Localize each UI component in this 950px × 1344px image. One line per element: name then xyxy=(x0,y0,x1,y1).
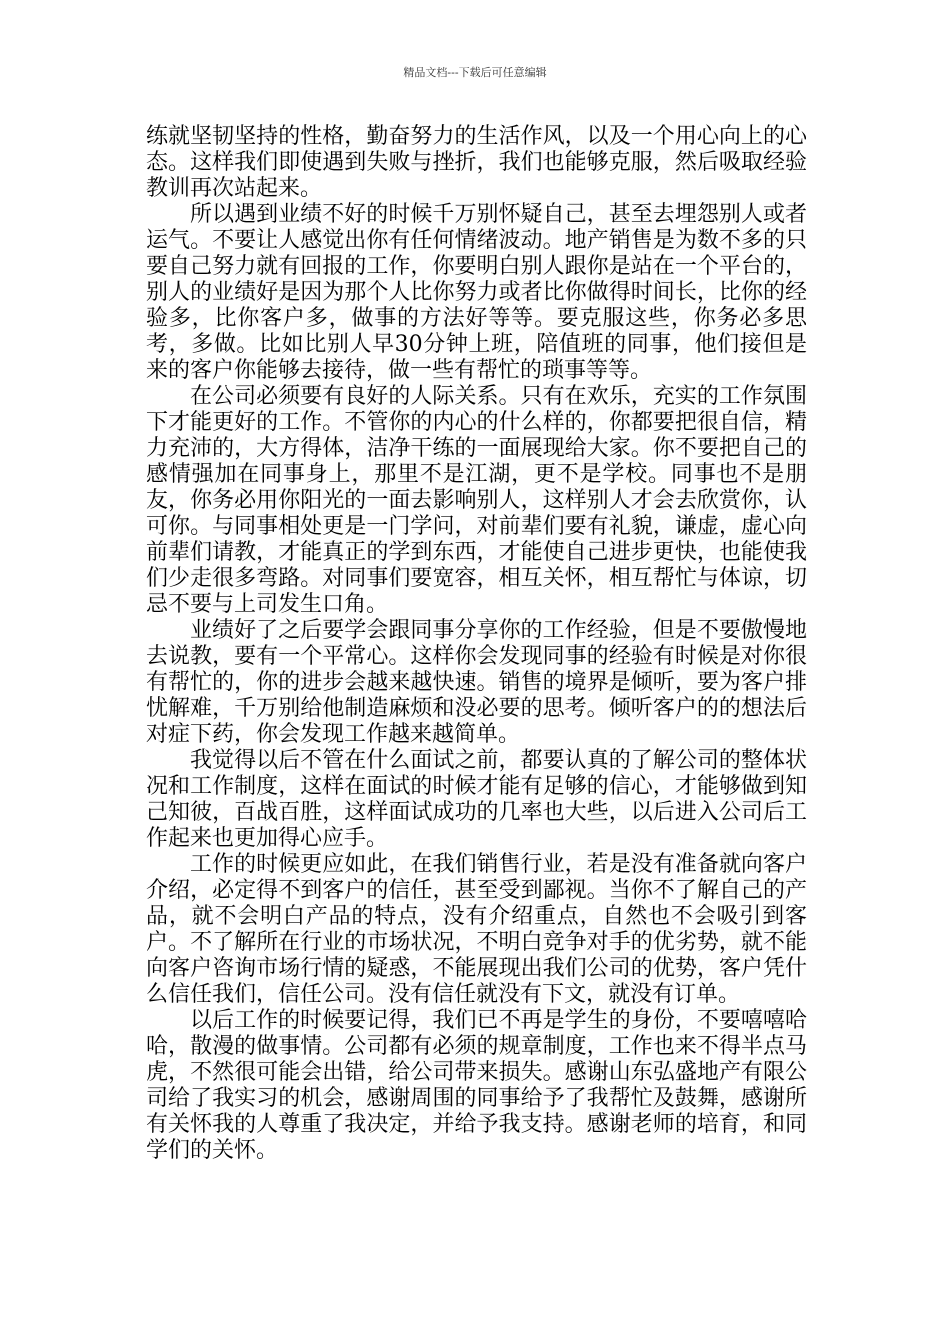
paragraph-1: 练就坚韧坚持的性格，勤奋努力的生活作风，以及一个用心向上的心态。这样我们即使遇到失败与挫折，我们也能够克服，然后吸取经验教训再次站起来。 xyxy=(146,124,807,201)
paragraph-2: 所以遇到业绩不好的时候千万别怀疑自己，甚至去埋怨别人或者运气。不要让人感觉出你有任何情绪波动。地产销售是为数不多的只要自己努力就有回报的工作，你要明白别人跟你是站在一个平台的，别人的业绩好是因为那个人比你努力或者比你做得时间长，比你的经验多，比你客户多，做事的方法好等等。要克服这些，你务必多思考，多做。比如比别人早30分钟上班，陪值班的同事，他们接但是来的客户你能够去接待，做一些有帮忙的琐事等等。 xyxy=(146,202,807,383)
page-header: 精品文档---下载后可任意编辑 xyxy=(403,66,547,79)
paragraph-3: 在公司必须要有良好的人际关系。只有在欢乐，充实的工作氛围下才能更好的工作。不管你的内心的什么样的，你都要把很自信，精力充沛的，大方得体，洁净干练的一面展现给大家。你不要把自己的感情强加在同事身上，那里不是江湖，更不是学校。同事也不是朋友，你务必用你阳光的一面去影响别人，这样别人才会去欣赏你，认可你。与同事相处更是一门学问，对前辈们要有礼貌，谦虚，虚心向前辈们请教，才能真正的学到东西，才能使自己进步更快，也能使我们少走很多弯路。对同事们要宽容，相互关怀，相互帮忙与体谅，切忌不要与上司发生口角。 xyxy=(146,384,807,617)
paragraph-7: 以后工作的时候要记得，我们已不再是学生的身份，不要嘻嘻哈哈，散漫的做事情。公司都有必须的规章制度，工作也来不得半点马虎，不然很可能会出错，给公司带来损失。感谢山东弘盛地产有限公司给了我实习的机会，感谢周围的同事给予了我帮忙及鼓舞，感谢所有关怀我的人尊重了我决定，并给予我支持。感谢老师的培育，和同学们的关怀。 xyxy=(146,1008,807,1163)
paragraph-6: 工作的时候更应如此，在我们销售行业，若是没有准备就向客户介绍，必定得不到客户的信任，甚至受到鄙视。当你不了解自己的产品，就不会明白产品的特点，没有介绍重点，自然也不会吸引到客户。不了解所在行业的市场状况，不明白竞争对手的优劣势，就不能向客户咨询市场行情的疑惑，不能展现出我们公司的优势，客户凭什么信任我们，信任公司。没有信任就没有下文，就没有订单。 xyxy=(146,852,807,1007)
paragraph-4: 业绩好了之后要学会跟同事分享你的工作经验，但是不要傲慢地去说教，要有一个平常心。这样你会发现同事的经验有时候是对你很有帮忙的，你的进步会越来越快速。销售的境界是倾听，要为客户排忧解难，千万别给他制造麻烦和没必要的思考。倾听客户的的想法后对症下药，你会发现工作越来越简单。 xyxy=(146,618,807,747)
document-body xyxy=(146,124,807,1164)
paragraph-5: 我觉得以后不管在什么面试之前，都要认真的了解公司的整体状况和工作制度，这样在面试的时候才能有足够的信心，才能够做到知己知彼，百战百胜，这样面试成功的几率也大些，以后进入公司后工作起来也更加得心应手。 xyxy=(146,748,807,851)
